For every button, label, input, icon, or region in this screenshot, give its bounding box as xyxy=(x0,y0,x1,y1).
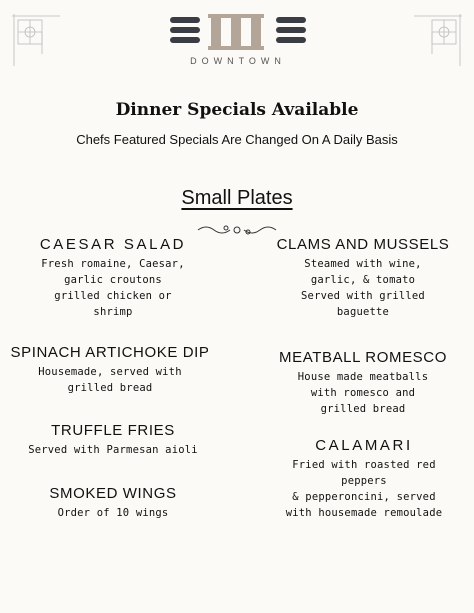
menu-item-smoked-wings xyxy=(8,485,218,521)
menu-item-truffle-fries xyxy=(8,422,218,458)
item-name: CAESAR SALAD xyxy=(39,236,187,253)
menu-item-spinach-artichoke-dip xyxy=(2,344,218,396)
flourish-divider-icon xyxy=(196,223,278,237)
item-description: Served with Parmesan aioli xyxy=(28,444,198,456)
menu-item-caesar-salad xyxy=(8,236,218,320)
item-description: Steamed with wine, garlic, & tomato Served with grilled baguette xyxy=(301,258,425,318)
item-description: House made meatballs with romesco and grilled bread xyxy=(297,371,429,415)
corner-ornament-left-icon xyxy=(12,14,60,66)
item-description: Order of 10 wings xyxy=(57,507,169,519)
item-name: TRUFFLE FRIES xyxy=(51,422,175,439)
item-name: CLAMS AND MUSSELS xyxy=(276,236,450,253)
item-description: Fried with roasted red peppers & pepperoncini, served with housemade remoulade xyxy=(285,459,443,519)
item-name: CALAMARI xyxy=(315,437,413,454)
item-description: Housemade, served with grilled bread xyxy=(38,366,182,394)
item-name: MEATBALL ROMESCO xyxy=(279,349,447,366)
menu-item-meatball-romesco xyxy=(258,349,468,417)
corner-ornament-right-icon xyxy=(414,14,462,66)
page-subtitle: Chefs Featured Specials Are Changed On A Daily Basis xyxy=(76,132,398,147)
section-title: Small Plates xyxy=(181,187,293,209)
menu-item-clams-and-mussels xyxy=(258,236,468,320)
menu-item-calamari xyxy=(258,437,470,521)
logo-wordmark: DOWNTOWN xyxy=(190,56,286,66)
page-title: Dinner Specials Available xyxy=(115,100,359,120)
item-description: Fresh romaine, Caesar, garlic croutons grilled chicken or shrimp xyxy=(41,258,185,318)
item-name: SMOKED WINGS xyxy=(49,485,177,502)
item-name: SPINACH ARTICHOKE DIP xyxy=(10,344,210,361)
